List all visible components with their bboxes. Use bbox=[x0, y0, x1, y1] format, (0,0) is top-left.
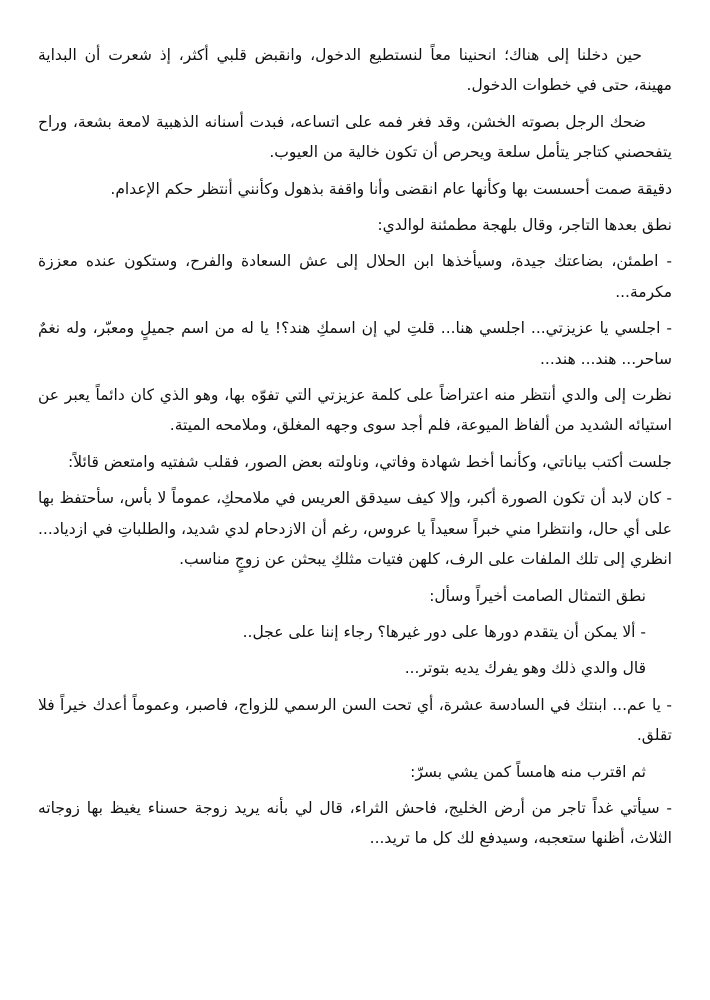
paragraph: جلست أكتب بياناتي، وكأنما أخط شهادة وفاتي، وناولته بعض الصور، فقلب شفتيه وامتعض قائلاً: bbox=[67, 452, 672, 471]
dialogue-line: - يا عم... ابنتك في السادسة عشرة، أي تحت السن الرسمي للزواج، فاصبر، وعموماً أعدك خيراً فلا تقلق. bbox=[38, 695, 672, 745]
paragraph: ثم اقترب منه هامساً كمن يشي بسرّ: bbox=[410, 762, 646, 781]
dialogue-line: - اطمئن، بضاعتك جيدة، وسيأخذها ابن الحلال إلى عش السعادة والفرح، وستكون عنده معززة مكرمة... bbox=[38, 252, 672, 301]
paragraph: قال والدي ذلك وهو يفرك يديه بتوتر... bbox=[404, 659, 646, 678]
paragraph: ضحك الرجل بصوته الخشن، وقد فغر فمه على اتساعه، فبدت أسنانه الذهبية لامعة بشعة، وراح يتفحصني كتاجر يتأمل سلعة ويحرص أن تكون خالية من العيوب. bbox=[38, 112, 672, 162]
dialogue-line: - اجلسي يا عزيزتي... اجلسي هنا... قلتِ لي إن اسمكِ هند؟! يا له من اسم جميلٍ ومعبّر، وله نغمٌ ساحر... هند... هند... bbox=[38, 319, 672, 368]
dialogue-line: - كان لابد أن تكون الصورة أكبر، وإلا كيف سيدقق العريس في ملامحكِ، عموماً لا بأس، سأحتفظ بها على أي حال، وانتظرا مني خبراً سعيداً يا عروس، رغم أن الازدحام لدي شديد، والطلباتِ في ازدياد... انظري إلى تلك الملفات على الرف، كلهن فتيات مثلكِ يبحثن عن زوجٍ مناسب. bbox=[38, 489, 672, 569]
dialogue-line: - سيأتي غداً تاجر من أرض الخليج، فاحش الثراء، قال لي بأنه يريد زوجة حسناء يغيظ بها زوجاته الثلاث، أظنها ستعجبه، وسيدفع لك كل ما تريد... bbox=[38, 798, 672, 848]
paragraph: نطق التمثال الصامت أخيراً وسأل: bbox=[429, 586, 646, 605]
document-page bbox=[38, 40, 672, 860]
dialogue-line: - ألا يمكن أن يتقدم دورها على دور غيرها؟ رجاء إننا على عجل.. bbox=[242, 622, 646, 641]
paragraph: حين دخلنا إلى هناك؛ انحنينا معاً لنستطيع الدخول، وانقبض قلبي أكثر، إذ شعرت أن البداية مهينة، حتى في خطوات الدخول. bbox=[38, 46, 672, 95]
paragraph: دقيقة صمت أحسست بها وكأنها عام انقضى وأنا واقفة بذهول وكأنني أنتظر حكم الإعدام. bbox=[110, 179, 672, 198]
paragraph: نظرت إلى والدي أنتظر منه اعتراضاً على كلمة عزيزتي التي تفوّه بها، وهو الذي كان دائماً يعبر عن استيائه الشديد من ألفاظ الميوعة، فلم أجد سوى وجهه المغلق، وملامحه الميتة. bbox=[38, 386, 672, 435]
paragraph: نطق بعدها التاجر، وقال بلهجة مطمئنة لوالدي: bbox=[377, 216, 672, 235]
